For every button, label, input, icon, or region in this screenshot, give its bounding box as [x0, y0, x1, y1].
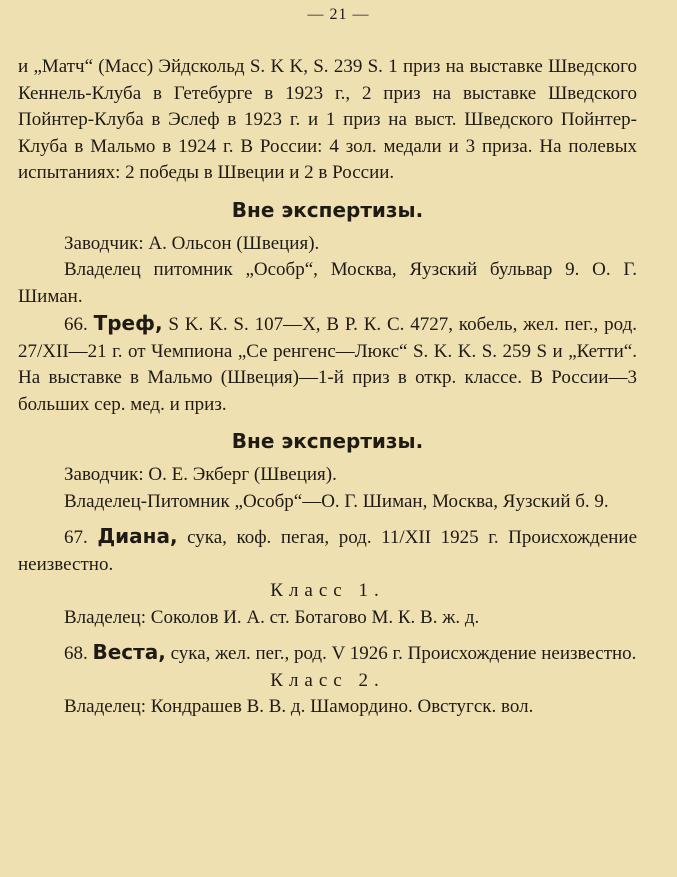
entry-66 [18, 310, 637, 418]
page-content [18, 54, 637, 721]
entry-text: S K. K. S. 107—X, В Р. К. С. 4727, кобель, жел. пег., род. 27/XII—21 г. от Чемпиона „Се ренгенс—Люкс“ S. K. K. S. 259 S и „Кетти“. На выставке в Мальмо (Швеция)—1-й приз в откр. классе. В России—3 больших сер. мед. и приз. [18, 314, 638, 415]
section-heading-2: Вне экспертизы. [231, 429, 424, 453]
class-label-2: Класс 2. [270, 669, 385, 691]
entry-number: 66. [64, 314, 88, 335]
entry-text: сука, жел. пег., род. V 1926 г. Происхождение неизвестно. [170, 643, 637, 664]
owner-line-2: Владелец-Питомник „Особр“—О. Г. Шиман, Москва, Яузский б. 9. [64, 490, 609, 512]
dog-name: Диана, [97, 524, 178, 548]
entry-number: 68. [64, 643, 88, 664]
owner-line-68: Владелец: Кондрашев В. В. д. Шамордино. Овстугск. вол. [64, 696, 534, 717]
intro-paragraph: и „Матч“ (Масс) Эйдскольд S. K K, S. 239 S. 1 приз на выставке Шведского Кеннель-Клуба в Гетебурге в 1923 г., 2 приз на выставке Шведского Пойнтер-Клуба в Эслеф в 1923 г. и 1 приз на выст. Шведского Пойнтер-Клуба в Мальмо в 1924 г. В России: 4 зол. медали и 3 приза. На полевых испытаниях: 2 победы в Швеции и 2 в России. [18, 56, 637, 183]
owner-line-1: Владелец питомник „Особр“, Москва, Яузский бульвар 9. О. Г. Шиман. [18, 259, 637, 307]
dog-name: Треф, [93, 311, 163, 335]
breeder-line-2: Заводчик: О. Е. Экберг (Швеция). [64, 464, 337, 485]
entry-number: 67. [64, 527, 88, 548]
entry-67 [18, 523, 637, 578]
owner-line-67: Владелец: Соколов И. А. ст. Ботагово М. К. В. ж. д. [64, 606, 480, 628]
entry-68 [18, 639, 637, 668]
class-label-1: Класс 1. [270, 580, 385, 601]
dog-name: Веста, [92, 640, 166, 664]
section-heading-1: Вне экспертизы. [231, 197, 424, 222]
page-number: — 21 — [307, 6, 370, 23]
breeder-line-1: Заводчик: А. Ольсон (Швеция). [64, 232, 320, 254]
entry-text: сука, коф. пегая, род. 11/XII 1925 г. Происхождение неизвестно. [18, 527, 638, 575]
